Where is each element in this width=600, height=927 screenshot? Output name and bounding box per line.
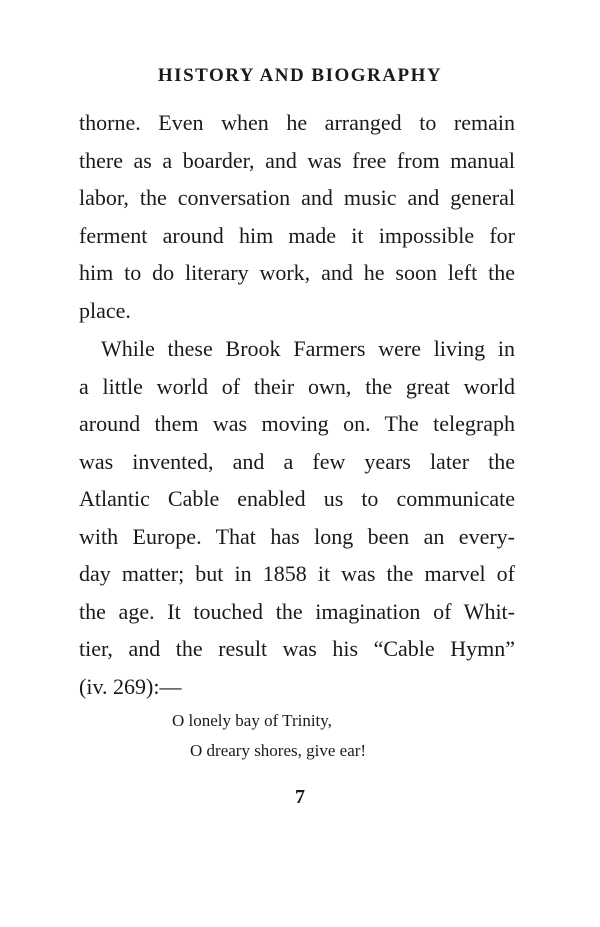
text-line: Atlantic Cable enabled us to communicate: [79, 486, 515, 511]
text-line: around them was moving on. The telegraph: [79, 411, 515, 436]
text-line: (iv. 269):—: [79, 673, 182, 699]
text-line: tier, and the result was his “Cable Hymn”: [79, 636, 515, 661]
page-number: 7: [295, 786, 305, 808]
verse-line: O lonely bay of Trinity,: [172, 711, 332, 730]
text-line: place.: [79, 297, 131, 323]
text-line: was invented, and a few years later the: [79, 448, 515, 474]
text-line: day matter; but in 1858 it was the marvel of: [79, 561, 515, 586]
paragraph-1: [79, 104, 515, 329]
paragraph-2: [79, 330, 515, 705]
text-line: thorne. Even when he arranged to remain: [79, 110, 515, 135]
verse-line: O dreary shores, give ear!: [190, 741, 367, 760]
running-head: HISTORY AND BIOGRAPHY: [157, 65, 443, 86]
text-line: labor, the conversation and music and general: [79, 185, 515, 210]
text-line: with Europe. That has long been an every-: [79, 523, 515, 549]
text-line: him to do literary work, and he soon left the: [79, 260, 515, 285]
text-line: ferment around him made it impossible for: [79, 222, 515, 248]
text-line: the age. It touched the imagination of Whit-: [79, 598, 515, 624]
text-line: While these Brook Farmers were living in: [101, 336, 515, 361]
text-line: a little world of their own, the great world: [79, 373, 515, 399]
text-line: there as a boarder, and was free from manual: [79, 147, 515, 173]
